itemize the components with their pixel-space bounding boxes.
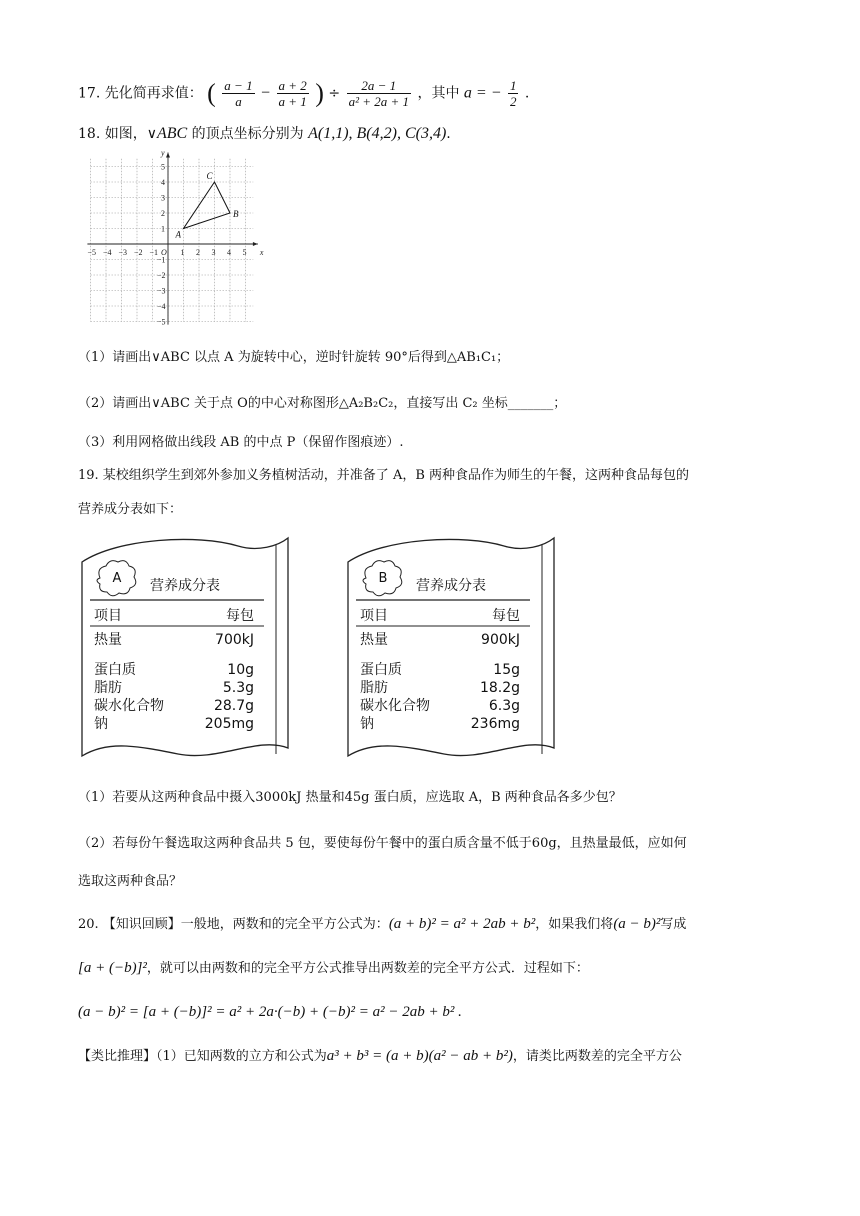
y-tick-label: 4 bbox=[161, 178, 165, 187]
y-tick-label: −5 bbox=[157, 317, 166, 327]
card-row-name: 脂肪 bbox=[94, 680, 122, 696]
x-tick-label: 3 bbox=[211, 248, 216, 257]
x-tick-label: −3 bbox=[118, 248, 128, 257]
card-row-name: 钠 bbox=[360, 716, 374, 732]
card-row-value: 6.3g bbox=[488, 698, 520, 714]
q18-sub2: （2）请画出∨ABC 关于点 O的中心对称图形△A₂B₂C₂，直接写出 C₂ 坐标_______； bbox=[78, 396, 567, 411]
x-tick-label: −4 bbox=[103, 248, 112, 257]
y-tick-label: y bbox=[161, 148, 165, 158]
q20-line4: 【类比推理】（1）已知两数的立方和公式为a³ + b³ = (a + b)(a² − ab + b²)，请类比两数差的完全平方公 bbox=[78, 1048, 682, 1064]
y-tick-label: 1 bbox=[161, 224, 165, 234]
x-tick-label: −2 bbox=[134, 248, 143, 257]
nutrition-card-a bbox=[78, 532, 296, 772]
x-tick-label: 5 bbox=[242, 248, 247, 257]
vertex-label-a: A bbox=[175, 229, 181, 240]
q19-line2: 营养成分表如下： bbox=[78, 502, 183, 517]
q17-div: ÷ bbox=[328, 85, 341, 102]
q20-derivation: (a − b)² = [a + (−b)]² = a² + 2a·(−b) + (−b)² = a² − 2ab + b² . bbox=[78, 1004, 462, 1020]
card-row-name: 钠 bbox=[94, 716, 108, 732]
card-row-value: 28.7g bbox=[213, 698, 254, 714]
q18-lead: 如图，∨ bbox=[104, 126, 157, 142]
x-tick-label: O bbox=[161, 248, 167, 257]
formula-cube-sum: a³ + b³ = (a + b)(a² − ab + b²) bbox=[326, 1048, 513, 1064]
card-row-name: 热量 bbox=[360, 632, 388, 648]
q18-sub1: （1）请画出∨ABC 以点 A 为旋转中心，逆时针旋转 90°后得到△AB₁C₁； bbox=[78, 350, 510, 365]
x-tick-label: 2 bbox=[196, 248, 200, 257]
vertex-label-c: C bbox=[206, 171, 213, 181]
y-tick-label: −1 bbox=[157, 255, 166, 265]
q19-sub2b: 选取这两种食品？ bbox=[78, 874, 183, 889]
q17-line: 17. 先化简再求值： ( $\frac{a - 1}{a}$ − $\frac{a + 2}{a + 1}$ ) ÷ $\frac{2a - 1}{\text{a² + 2a + 1}}$ ，其中 a = − $\frac{1}{2}$ . bbox=[78, 78, 530, 109]
q19-sub1: （1）若要从这两种食品中摄入3000kJ 热量和45g 蛋白质，应选取 A，B 两种食品各多少包？ bbox=[78, 790, 622, 805]
card-row-name: 碳水化合物 bbox=[94, 698, 164, 714]
y-axis-arrow bbox=[166, 153, 170, 158]
card-row-value: 700kJ bbox=[215, 632, 254, 648]
triangle-abc bbox=[184, 182, 231, 229]
q17-frac2: $\frac{a + 2}{a + 1}$ bbox=[278, 78, 307, 109]
y-tick-label: −4 bbox=[157, 302, 166, 311]
x-tick-label: −5 bbox=[87, 248, 97, 257]
y-tick-label: 3 bbox=[161, 193, 165, 203]
card-header-per-pack: 每包 bbox=[492, 608, 520, 624]
y-tick-label: −3 bbox=[157, 286, 166, 296]
nutrition-card-b bbox=[344, 532, 562, 772]
q18-number: 18. bbox=[78, 126, 101, 142]
q18-sub3: （3）利用网格做出线段 AB 的中点 P（保留作图痕迹）. bbox=[78, 435, 404, 450]
card-header-item: 项目 bbox=[360, 608, 388, 624]
y-tick-label: 5 bbox=[161, 162, 165, 172]
card-header-item: 项目 bbox=[94, 608, 122, 624]
card-row-value: 15g bbox=[493, 662, 520, 678]
q20-line2: [a + (−b)]²，就可以由两数和的完全平方公式推导出两数差的完全平方公式．过程如下： bbox=[78, 960, 589, 976]
q17-frac1: $\frac{a - 1}{a}$ bbox=[224, 78, 253, 109]
q17-lead: 先化简再求值： bbox=[104, 85, 203, 102]
card-row-value: 900kJ bbox=[481, 632, 520, 648]
x-tick-label: 4 bbox=[227, 248, 231, 257]
card-row-value: 205mg bbox=[204, 716, 254, 732]
x-tick-label: x bbox=[259, 248, 264, 257]
coordinate-grid bbox=[78, 148, 264, 336]
card-row-name: 蛋白质 bbox=[360, 662, 402, 678]
q17-frac3: $\frac{2a - 1}{\text{a² + 2a + 1}}$ bbox=[348, 78, 410, 109]
card-title: 营养成分表 bbox=[416, 578, 486, 594]
q18-mid: 的顶点坐标分别为 bbox=[191, 126, 304, 142]
x-tick-label: −1 bbox=[149, 248, 159, 257]
card-header-per-pack: 每包 bbox=[226, 608, 254, 624]
q17-number: 17. bbox=[78, 85, 101, 102]
q18-line: 18. 如图，∨ABC 的顶点坐标分别为 A(1,1), B(4,2), C(3,4). bbox=[78, 125, 451, 142]
card-row-name: 脂肪 bbox=[360, 680, 388, 696]
y-tick-label: −2 bbox=[157, 271, 166, 280]
card-row-name: 碳水化合物 bbox=[360, 698, 430, 714]
card-row-value: 236mg bbox=[470, 716, 520, 732]
card-row-value: 18.2g bbox=[479, 680, 520, 696]
card-row-value: 10g bbox=[227, 662, 254, 678]
card-badge-letter: B bbox=[378, 571, 388, 586]
formula-sum-square: (a + b)² = a² + 2ab + b² bbox=[388, 916, 536, 932]
card-title: 营养成分表 bbox=[150, 578, 220, 594]
x-tick-label: 1 bbox=[180, 248, 185, 257]
vertex-label-b: B bbox=[233, 209, 239, 219]
q17-value: $\frac{1}{2}$ bbox=[509, 78, 517, 109]
q19-sub2a: （2）若每份午餐选取这两种食品共 5 包，要使每份午餐中的蛋白质含量不低于60g，且热量最低，应如何 bbox=[78, 836, 687, 851]
card-row-value: 5.3g bbox=[222, 680, 254, 696]
q18-coords: A(1,1), B(4,2), C(3,4) bbox=[308, 125, 447, 142]
card-badge-letter: A bbox=[112, 571, 122, 586]
x-axis-arrow bbox=[253, 242, 258, 246]
card-row-name: 蛋白质 bbox=[94, 662, 136, 678]
y-tick-label: 2 bbox=[161, 209, 165, 218]
q20-line1: 20. 【知识回顾】一般地，两数和的完全平方公式为：(a + b)² = a² + 2ab + b²，如果我们将(a − b)²写成 bbox=[78, 916, 687, 932]
card-row-name: 热量 bbox=[94, 632, 122, 648]
q18-triangle-name: ABC bbox=[156, 125, 188, 142]
q19-line1: 19. 某校组织学生到郊外参加义务植树活动，并准备了 A，B 两种食品作为师生的午餐，这两种食品每包的 bbox=[78, 468, 690, 483]
q17-mid: ，其中 bbox=[417, 85, 460, 102]
q17-eq: a = − bbox=[463, 84, 502, 102]
